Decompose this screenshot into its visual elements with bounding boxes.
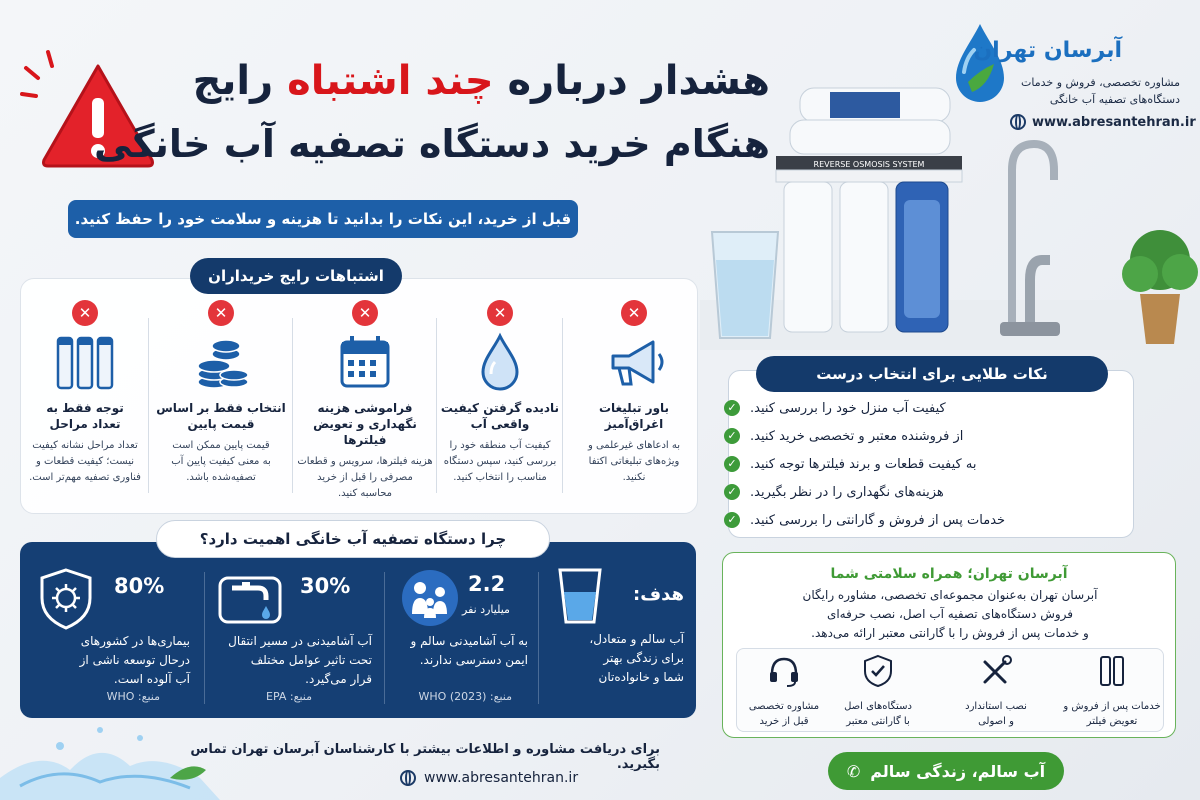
mistake-desc: تعداد مراحل نشانه کیفیت نیست؛ کیفیت قطعات و فناوری تصفیه مهم‌تر است. [29,440,141,483]
check-icon: ✓ [724,512,740,528]
filters-icon [1095,654,1129,688]
company-description: آبرسان تهران به‌عنوان مجموعه‌ای تخصصی، مشاوره رایگان فروش دستگاه‌های تصفیه آب اصل، نصب حرفه‌ای و خدمات پس از فروش را با گارانتی معتبر ارائه می‌دهد. [802,588,1098,640]
service-label: خدمات پس از فروش و تعویض فیلتر [1063,701,1161,727]
goal-text: آب سالم و متعادل، برای زندگی بهتر شما و خانواده‌تان [589,632,684,684]
check-icon: ✓ [724,400,740,416]
phone-icon: ✆ [846,761,861,781]
water-drop-icon [465,332,535,392]
stat-text: آب آشامیدنی در مسیر انتقال تحت تاثیر عوامل مختلف قرار می‌گیرد. [228,634,372,686]
mistake-title: توجه فقط به تعداد مراحل [46,401,124,431]
service-item [828,654,928,729]
mistake-title: انتخاب فقط بر اساس قیمت پایین [156,401,286,431]
stat-item [388,560,536,710]
stat-item [24,560,200,710]
tips-section-title: نکات طلایی برای انتخاب درست [756,356,1108,392]
stat-source: منبع: EPA [266,690,312,703]
x-mark-icon: ✕ [72,300,98,326]
mistake-title: باور تبلیغات اغراق‌آمیز [598,401,670,431]
brand-name: آبرسان تهران [973,38,1122,63]
x-mark-icon: ✕ [208,300,234,326]
goal-column [544,560,692,710]
company-title: آبرسان تهران؛ همراه سلامتی شما [830,566,1068,582]
service-label: دستگاه‌های اصل با گارانتی معتبر [844,701,912,727]
stat-source: منبع: WHO [106,690,160,703]
footer-website-link[interactable]: www.abresantehran.ir [400,770,600,786]
stat-value: 30% [300,574,351,598]
service-item [1062,654,1162,729]
brand-website-link[interactable]: www.abresantehran.ir [1010,114,1190,130]
tip-item: به کیفیت قطعات و برند فیلترها توجه کنید. ✓ [724,456,1104,472]
check-icon: ✓ [724,456,740,472]
check-icon: ✓ [724,428,740,444]
tip-item: هزینه‌های نگهداری را در نظر بگیرید. ✓ [724,484,1104,500]
mistake-title: فراموشی هزینه نگهداری و تعویض فیلترها [313,401,417,447]
mistake-item [566,300,702,490]
service-item [946,654,1046,729]
brand-description: مشاوره تخصصی، فروش و خدمات دستگاه‌های تصفیه آب خانگی [1021,76,1180,106]
stat-item [208,560,382,710]
product-label: REVERSE OSMOSIS SYSTEM [813,160,925,169]
service-item [734,654,834,729]
globe-icon [400,770,416,786]
headset-icon [767,654,801,688]
water-purifier-illustration [700,60,1200,350]
faucet-icon [218,570,282,626]
mistake-desc: کیفیت آب منطقه خود را بررسی کنید، سپس دستگاه مناسب را انتخاب کنید. [443,440,557,483]
slogan-button[interactable]: آب سالم، زندگی سالم ✆ [828,752,1064,790]
shield-check-icon [861,654,895,688]
mistake-desc: هزینه فیلترها، سرویس و قطعات مصرفی را قبل از خرید محاسبه کنید. [297,456,433,499]
page-title-line1: هشدار درباره چند اشتباه رایج [192,58,770,104]
contact-text: برای دریافت مشاوره و اطلاعات بیشتر با کارشناسان آبرسان تهران تماس بگیرید. [190,742,660,772]
why-section-title: چرا دستگاه تصفیه آب خانگی اهمیت دارد؟ [156,520,550,558]
coins-icon [186,332,256,392]
people-icon [400,568,460,628]
mistake-desc: قیمت پایین ممکن است به معنی کیفیت پایین آب تصفیه‌شده باشد. [171,440,271,483]
service-label: مشاوره تخصصی قبل از خرید [748,701,820,727]
stat-value: 2.2 [468,572,506,596]
mistake-item [296,300,434,499]
water-glass-icon [556,566,604,626]
x-mark-icon: ✕ [621,300,647,326]
mistakes-section-title: اشتباهات رایج خریداران [190,258,402,294]
virus-shield-icon [38,568,94,630]
x-mark-icon: ✕ [352,300,378,326]
stat-value: 80% [114,574,165,598]
title-highlight: چند اشتباه [287,58,494,104]
stat-text: به آب آشامیدنی سالم و ایمن دسترسی ندارند. [410,634,528,667]
page-title-line2: هنگام خرید دستگاه تصفیه آب خانگی [94,122,770,166]
megaphone-icon [599,332,669,392]
mistake-desc: به ادعاهای غیرعلمی و ویژه‌های تبلیغاتی اکتفا نکنید. [587,440,681,483]
check-icon: ✓ [724,484,740,500]
mistake-item [432,300,568,490]
tip-item: کیفیت آب منزل خود را بررسی کنید. ✓ [724,400,1104,416]
service-label: نصب استاندارد و اصولی [965,701,1027,727]
stat-source: منبع: WHO (2023) [418,690,512,703]
calendar-icon [330,332,400,392]
goal-label: هدف: [633,584,684,605]
tip-item: خدمات پس از فروش و گارانتی را بررسی کنید. ✓ [724,512,1104,528]
filters-icon [50,332,120,392]
stat-unit: میلیارد نفر [462,603,510,616]
tools-icon [979,654,1013,688]
mistake-title: نادیده گرفتن کیفیت واقعی آب [440,401,560,431]
stat-text: بیماری‌ها در کشورهای درحال توسعه ناشی از آب آلوده است. [79,634,190,686]
subtitle-banner: قبل از خرید، این نکات را بدانید تا هزینه و سلامت خود را حفظ کنید. [68,200,578,238]
mistake-item [20,300,150,490]
mistake-item [152,300,290,490]
x-mark-icon: ✕ [487,300,513,326]
tip-item: از فروشنده معتبر و تخصصی خرید کنید. ✓ [724,428,1104,444]
